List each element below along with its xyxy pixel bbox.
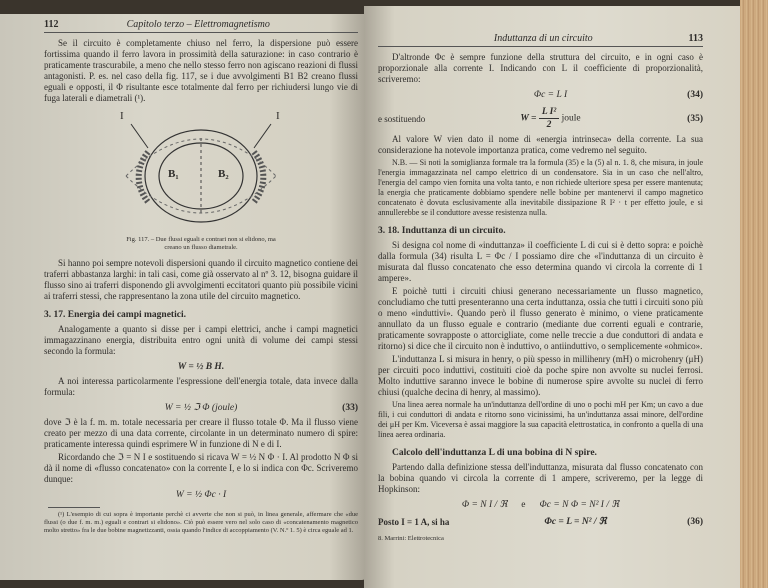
footnote-rule (48, 507, 100, 508)
toroid-diagram (106, 110, 296, 234)
running-head-text: Capitolo terzo – Elettromagnetismo (126, 19, 270, 30)
figure-117 (106, 110, 296, 234)
equation-number: (33) (342, 403, 358, 413)
paragraph: Al valore W vien dato il nome di «energia intrinseca» della corrente. La sua considerazione ha notevole importanza pratica, come vedremo nel seguito. (378, 134, 703, 155)
paragraph: L'induttanza L si misura in henry, o più spesso in millihenry (mH) o microhenry (μH) per circuiti poco induttivi, costituiti cioè da poche spire non avvolte su nuclei ferrosi. Molto induttive saranno invece le bobine di numerose spire avvolte su nuclei di ferro chiusi (qualche decina di henry, al massimo). (378, 354, 703, 397)
equation-number: (35) (687, 113, 703, 124)
formula: W = ½ ℑ Φ (joule) (164, 403, 238, 413)
formula: Φ = N I / ℜ (461, 500, 508, 510)
footer-signature: 8. Marrini: Elettrotecnica (378, 535, 444, 542)
conjunction: e (521, 500, 526, 510)
text: Posto I = 1 A, si ha (378, 517, 450, 527)
coil-label-b1: B₁ (168, 168, 179, 180)
page-number: 113 (688, 33, 703, 44)
paragraph: Analogamente a quanto si disse per i campi elettrici, anche i campi magnetici immagazzinano energia, distribuita entro ogni unità di volume dei campi stessi secondo la formula: (44, 324, 358, 356)
fraction-denominator: 2 (546, 120, 552, 130)
unit: joule (561, 113, 581, 124)
running-head (44, 18, 358, 33)
running-head-text: Induttanza di un circuito (493, 33, 593, 44)
subheading: Calcolo dell'induttanza L di una bobina di N spire. (392, 448, 597, 458)
paragraph: A noi interessa particolarmente l'espressione dell'energia totale, data invece dalla formula: (44, 376, 358, 397)
formula-35 (438, 106, 663, 131)
paragraph: Partendo dalla definizione stessa dell'induttanza, misurata dal flusso concatenato con la bobina quando vi circola la corrente di 1 ampere, scriveremo, per la legge di Hopkinson: (378, 462, 703, 494)
left-page (0, 14, 366, 580)
figure-caption: Fig. 117. – Due flussi eguali e contrari non si elidono, ma creano un flusso diametrale. (126, 236, 276, 251)
footnote: (¹) L'esempio di cui sopra è importante perchè ci avverte che non si può, in linea generale, affermare che «due flussi (o due f. m. m.) eguali e contrari si elidono». Ciò può essere vero nel solo caso di «concatenamento magnetico molto stretto» fra le due bobine magnetizzanti, ossia quando l'indice di accoppiamento (V. N.º 1. 5) è circa eguale ad 1. (44, 511, 358, 534)
paragraph: dove ℑ è la f. m. m. totale necessaria per creare il flusso totale Φ. Ma il flusso viene creato per mezzo di una data corrente, circolante in un determinato numero di spire: praticamente interessa quindi esprimere W in funzione di N e di I. (44, 417, 358, 449)
paragraph: Si hanno poi sempre notevoli dispersioni quando il circuito magnetico contiene dei traferri abbastanza larghi: in tali casi, come già osservato al nº 3. 12, bisogna guidare il flusso sino ai traferri disponendo gli avvolgimenti eccitatori quanto più possibile vicini ai traferri stessi, che rappresentano la zona utile del circuito magnetico. (44, 258, 358, 301)
paragraph: Ricordando che ℑ = N I e sostituendo si ricava W = ½ N Φ · I. Al prodotto N Φ si dà il nome di «flusso concatenato» con la corrente I, e lo si indica con Φc. Scriveremo dunque: (44, 452, 358, 484)
formula: W = ½ B H. (177, 362, 225, 372)
formula: Φc = N Φ = N² I / ℜ (539, 500, 620, 510)
text: e sostituendo (378, 113, 426, 124)
right-page (364, 6, 746, 588)
paragraph: Se il circuito è completamente chiuso nel ferro, la dispersione può essere fortissima quando il ferro lavora in prossimità della saturazione: in caso contrario è praticamente trascurabile, a meno che nello stesso ferro non agiscano reazioni di flussi antagonisti. P. es. nel caso della fig. 117, se i due avvolgimenti B1 B2 creano flussi eguali e opposti, il Φ risultante esce totalmente dal ferro per richiudersi lungo vie di fuga laterali e diametrali (¹). (44, 38, 358, 103)
running-head (378, 32, 703, 47)
page-number: 112 (44, 19, 59, 30)
formula-34: Φc = L I (533, 90, 568, 100)
formula: W = ½ Φc · I (175, 490, 227, 500)
current-label-left: I (120, 110, 124, 122)
note: N.B. — Si noti la somiglianza formale tra la formula (35) e la (5) al n. 1. 8, che misura, in joule l'energia immagazzinata nel campo elettrico di un condensatore. Sia in un caso che nell'altro, l'energia del campo vien fornita una volta tanto, e non richiede ulteriore spesa per essere mantenuta; la energia che praticamente dobbiamo spendere nelle bobine per mantenervi il campo magnetico concatenato è dovuta esclusivamente alla inevitabile dissipazione R I² · t per effetto joule, e si annullerebbe se il conduttore avesse resistenza nulla. (378, 158, 703, 217)
equation-number: (34) (687, 90, 703, 100)
coil-label-b2: B₂ (218, 168, 229, 180)
paragraph: Una linea aerea normale ha un'induttanza dell'ordine di uno o pochi mH per Km; un cavo a due fili, i cui conduttori di andata e ritorno sono vicinissimi, ha un'induttanza assai minore, dell'ordine dei μH per Km. Viceversa è assai maggiore la sua capacità elettrostatica, in confronto a quella di una linea aerea ordinaria. (378, 400, 703, 439)
equation-number: (36) (687, 517, 703, 527)
current-label-right: I (276, 110, 280, 122)
formula-lhs: W = (520, 113, 537, 124)
paragraph: D'altronde Φc è sempre funzione della struttura del circuito, e in ogni caso è proporzionale alla corrente I. Indicando con L il coefficiente di proporzionalità, scriveremo: (378, 52, 703, 84)
fraction-numerator: L I² (539, 106, 559, 119)
section-heading: 3. 18. Induttanza di un circuito. (378, 226, 506, 236)
page-edges (740, 0, 768, 588)
paragraph: E poichè tutti i circuiti chiusi generano necessariamente un flusso magnetico, concludiamo che tutti presenteranno una certa induttanza, ossia che tutti i circuiti sono più o meno «induttivi». Quando però il flusso generato è minimo, o viene praticamente annullato da un flusso eguale e contrario (mediante due correnti eguali e contrarie, praticamente sovrapposte o attorcigliate, come nelle treccie a due conduttori di andata e ritorno) si dice che il circuito non è induttivo, o antiinduttivo, o semplicemente «ohmico». (378, 286, 703, 351)
formula-36: Φc = L = N² / ℜ (544, 517, 607, 527)
paragraph: Si designa col nome di «induttanza» il coefficiente L di cui si è detto sopra: e poichè dalla formula (34) risulta L = Φc / I possiamo dire che «l'induttanza di un circuito è misurata dal flusso concatenato che esso determina quando vi circola la corrente di 1 ampere». (378, 240, 703, 283)
section-heading: 3. 17. Energia dei campi magnetici. (44, 310, 186, 320)
